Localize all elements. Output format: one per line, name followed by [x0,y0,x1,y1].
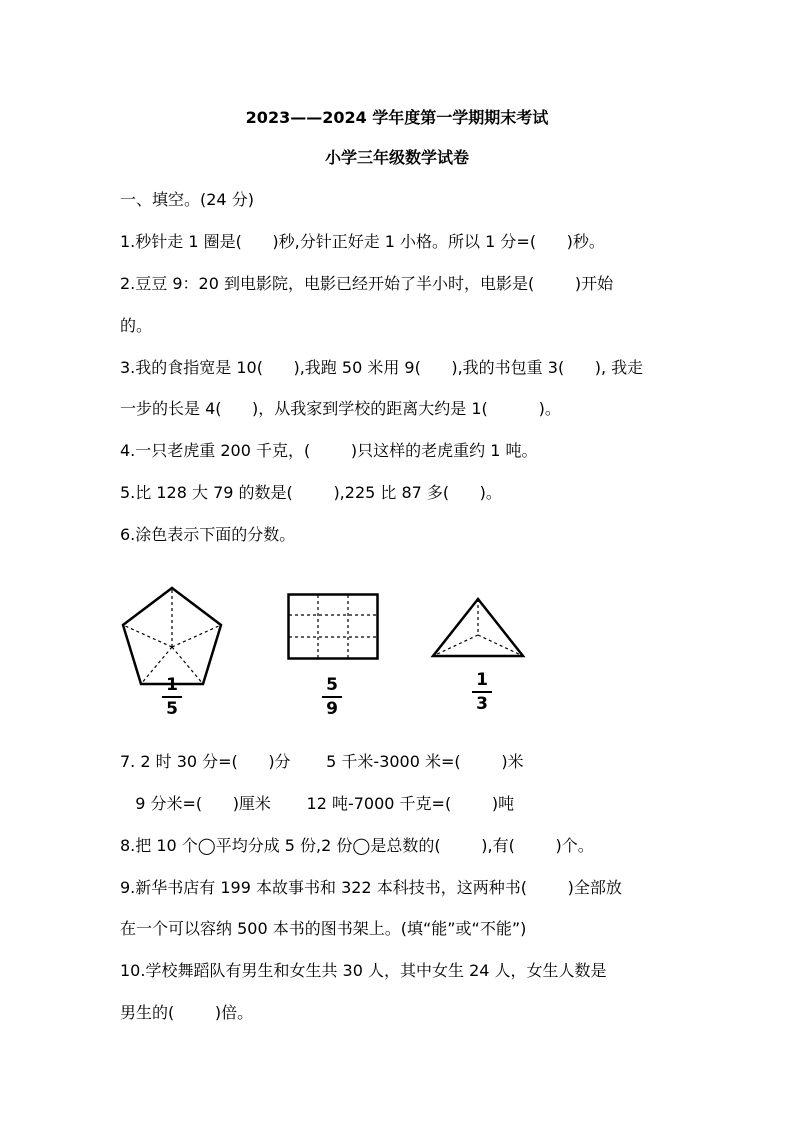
fraction-bar [162,696,182,698]
question-8: 8.把 10 个◯平均分成 5 份,2 份◯是总数的( ),有( )个。 [120,836,594,855]
pentagon-fraction [152,675,192,719]
question-5: 5.比 128 大 79 的数是( ),225 比 87 多( )。 [120,483,502,502]
question-10-line-2: 男生的( )倍。 [120,1003,254,1022]
fraction-numerator: 1 [166,675,178,695]
triangle-figure [431,597,525,659]
fraction-bar [472,691,492,693]
exam-title: 2023——2024 学年度第一学期期末考试 [245,108,549,127]
section-heading: 一、填空。(24 分) [120,190,254,209]
fraction-numerator: 1 [476,670,488,690]
question-4: 4.一只老虎重 200 千克，( )只这样的老虎重约 1 吨。 [120,441,538,460]
question-9-line-1: 9.新华书店有 199 本故事书和 322 本科技书，这两种书( )全部放 [120,878,622,897]
question-3-line-2: 一步的长是 4( )，从我家到学校的距离大约是 1( )。 [120,399,561,418]
fraction-denominator: 3 [476,694,488,714]
rectangle-fraction [312,675,352,719]
question-6: 6.涂色表示下面的分数。 [120,525,296,544]
question-10-line-1: 10.学校舞蹈队有男生和女生共 30 人，其中女生 24 人，女生人数是 [120,961,607,980]
question-3-line-1: 3.我的食指宽是 10( ),我跑 50 米用 9( ),我的书包重 3( ), 我走 [120,358,644,377]
rectangle-figure [287,593,379,660]
question-7-line-1: 7. 2 时 30 分=( )分 5 千米-3000 米=( )米 [120,752,524,771]
question-2-line-2: 的。 [120,316,153,335]
question-2-line-1: 2.豆豆 9：20 到电影院，电影已经开始了半小时，电影是( )开始 [120,274,614,293]
fraction-bar [322,696,342,698]
fraction-denominator: 5 [166,699,178,719]
fraction-denominator: 9 [326,699,338,719]
question-9-line-2: 在一个可以容纳 500 本书的图书架上。(填“能”或“不能”) [120,919,527,938]
fraction-numerator: 5 [326,675,338,695]
question-7-line-2: 9 分米=( )厘米 12 吨-7000 千克=( )吨 [120,794,515,813]
exam-subtitle: 小学三年级数学试卷 [324,148,469,167]
triangle-fraction [462,670,502,714]
question-1: 1.秒针走 1 圈是( )秒,分针正好走 1 小格。所以 1 分=( )秒。 [120,232,605,251]
